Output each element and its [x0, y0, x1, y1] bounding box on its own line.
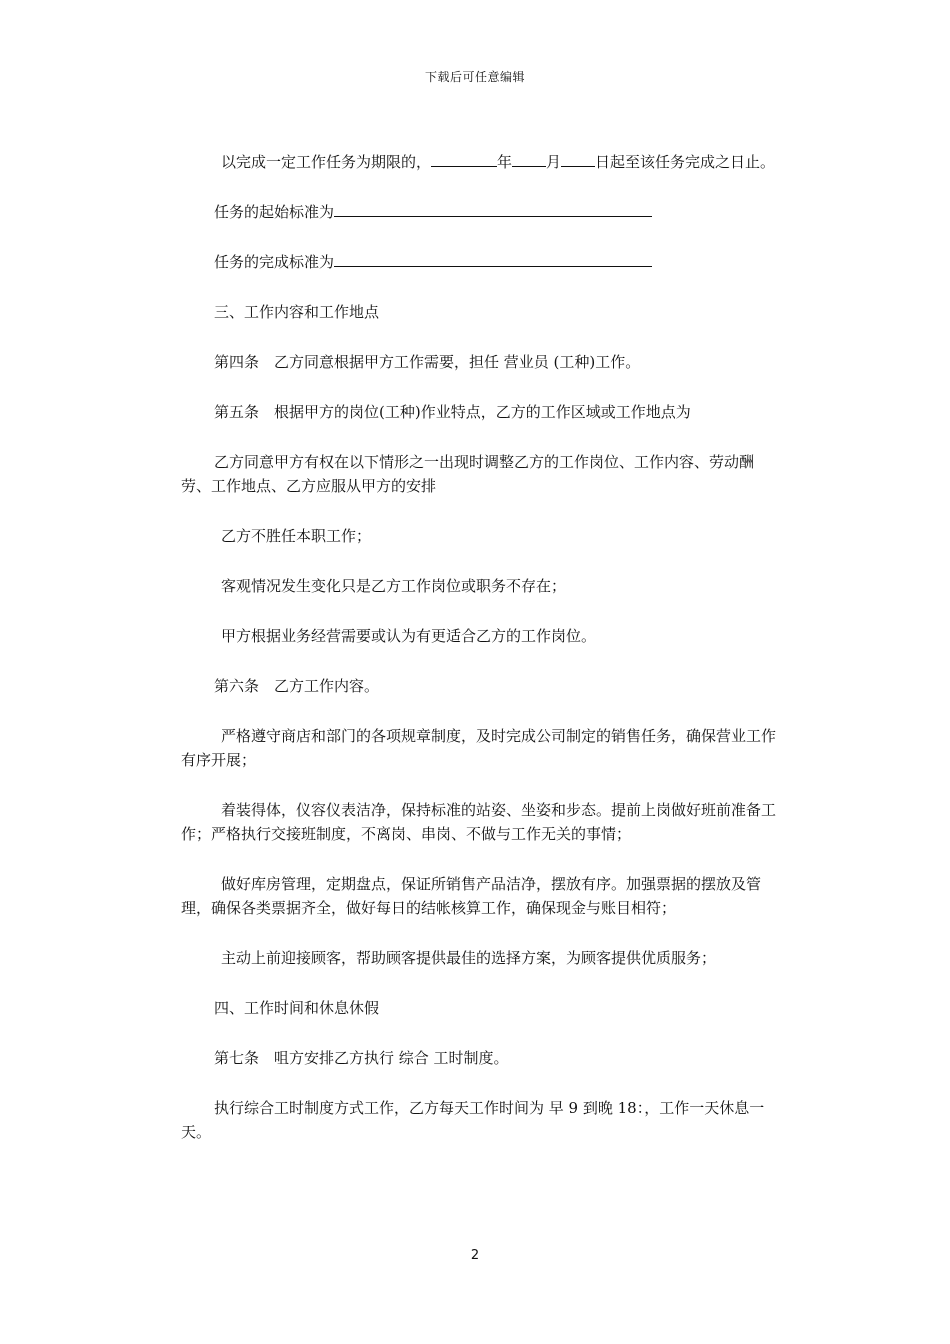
finish-standard-label: 任务的完成标准为 — [214, 253, 335, 271]
day-blank — [561, 150, 595, 167]
list-item-incompetent: 乙方不胜任本职工作； — [221, 527, 372, 545]
section-heading-work-time: 四、工作时间和休息休假 — [214, 999, 380, 1017]
start-standard-label: 任务的起始标准为 — [214, 203, 335, 221]
section-heading-work-content: 三、工作内容和工作地点 — [214, 303, 380, 321]
article-six: 第六条 乙方工作内容。 — [214, 677, 380, 695]
year-label: 年 — [497, 153, 513, 171]
paragraph-finish-standard — [181, 250, 777, 274]
term-text: 以完成一定工作任务为期限的， — [221, 153, 432, 171]
document-body — [181, 150, 777, 1144]
start-standard-blank — [334, 200, 652, 217]
month-blank — [512, 150, 546, 167]
month-label: 月 — [546, 153, 562, 171]
paragraph-contract-term — [181, 150, 777, 174]
list-item-business-needs: 甲方根据业务经营需要或认为有更适合乙方的工作岗位。 — [221, 627, 597, 645]
article-five: 第五条 根据甲方的岗位(工种)作业特点，乙方的工作区域或工作地点为 — [214, 403, 691, 421]
duty-appearance: 着装得体，仪容仪表洁净，保持标准的站姿、坐姿和步态。提前上岗做好班前准备工作；严格执行交接班制度，不离岗、串岗、不做与工作无关的事情； — [181, 801, 777, 843]
page-header: 下载后可任意编辑 — [424, 70, 525, 84]
term-rest: 日起至该任务完成之日止。 — [595, 153, 776, 171]
paragraph-adjustment: 乙方同意甲方有权在以下情形之一出现时调整乙方的工作岗位、工作内容、劳动酬劳、工作地点、乙方应服从甲方的安排 — [181, 453, 755, 495]
page-number: 2 — [470, 1248, 480, 1263]
paragraph-working-hours: 执行综合工时制度方式工作，乙方每天工作时间为 早 9 到晚 18：，工作一天休息一天。 — [181, 1099, 765, 1141]
duty-service: 主动上前迎接顾客，帮助顾客提供最佳的选择方案，为顾客提供优质服务； — [221, 949, 717, 967]
article-four: 第四条 乙方同意根据甲方工作需要，担任 营业员 (工种)工作。 — [214, 353, 641, 371]
list-item-circumstances: 客观情况发生变化只是乙方工作岗位或职务不存在； — [221, 577, 567, 595]
duty-storage: 做好库房管理，定期盘点，保证所销售产品洁净，摆放有序。加强票据的摆放及管理，确保各类票据齐全，做好每日的结帐核算工作，确保现金与账目相符； — [181, 875, 762, 917]
duty-rules: 严格遵守商店和部门的各项规章制度，及时完成公司制定的销售任务，确保营业工作有序开展； — [181, 727, 777, 769]
paragraph-start-standard — [181, 200, 777, 224]
finish-standard-blank — [334, 250, 652, 267]
article-seven: 第七条 咀方安排乙方执行 综合 工时制度。 — [214, 1049, 509, 1067]
year-blank — [431, 150, 497, 167]
